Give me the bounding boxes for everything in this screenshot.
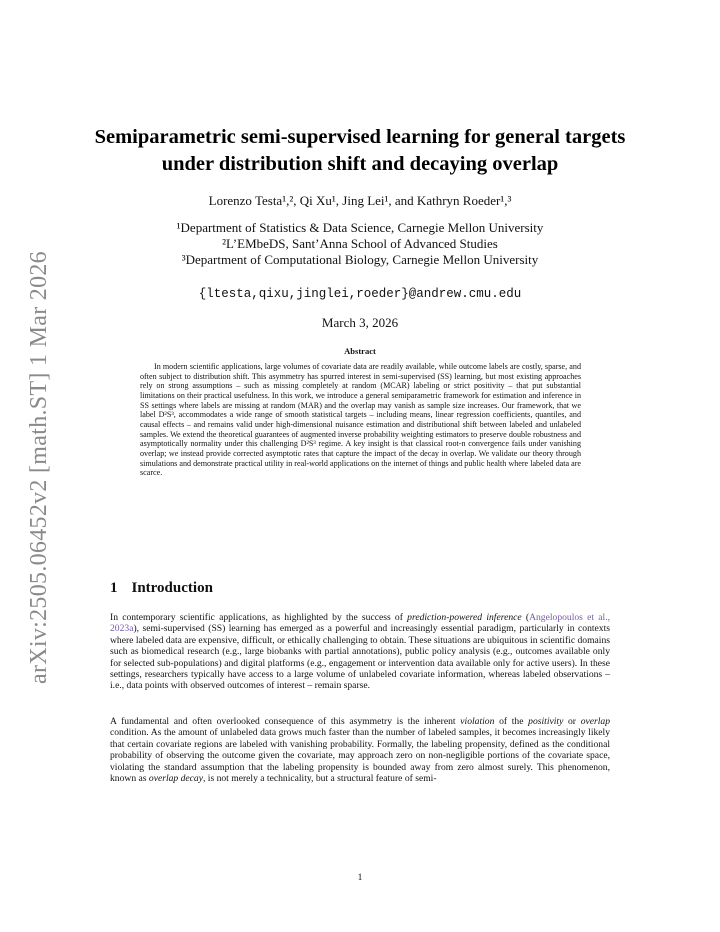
arxiv-identifier [14,250,64,684]
emphasis: overlap decay [148,773,203,785]
emphasis: violation [460,716,495,727]
affiliations [90,220,630,268]
abstract-body: In modern scientific applications, large volumes of covariate data are readily available, while outcome labels are costly, sparse, and often subject to distribution shift. This asymmetry has spurred interest in semi-supervised (SS) learning, but most existing approaches rely on strong assumptions – such as missing completely at random (MCAR) labeling or strict positivity – that put substantial limitations on their practical usefulness. In this work, we introduce a general semiparametric framework for estimation and inference in SS settings where labels are missing at random (MAR) and the overlap may vanish as sample size increases. Our framework, that we label D²S³, accommodates a wide range of smooth statistical targets – including means, linear regression coefficients, quantiles, and causal effects – and remains valid under high-dimensional nuisance estimation and distributional shift between labeled and unlabeled samples. We extend the theoretical guarantees of augmented inverse probability weighting estimators to preserve double robustness and asymptotically normality under this challenging D²S³ regime. A key insight is that classical root-n convergence fails under vanishing overlap; we instead provide corrected asymptotic rates that capture the impact of the decay in overlap. We validate our theory through simulations and demonstrate practical utility in real-world applications on the internet of things and public health where labeled data are scarce. [140,362,581,478]
affiliation-3: ³Department of Computational Biology, Carnegie Mellon University [181,252,539,267]
text-run: In contemporary scientific applications, as highlighted by the success of [110,612,408,623]
intro-paragraph-2 [110,716,610,784]
abstract-heading: Abstract [344,346,376,356]
text-run: condition. As the amount of unlabeled data grows much faster than the number of labeled samples, it becomes increasingly likely that certain covariate regions are labeled with vanishing probability. Formally, the labeling propensity, defined as the conditional probability of observing the outcome given the covariate, may approach zero on non-negligible portions of the covariate space, violating the standard assumption that the labeling propensity is bounded away from zero almost surely. This phenomenon, known as [110,727,610,785]
paper-title: Semiparametric semi-supervised learning for general targets under distribution shift and decaying overlap [94,126,626,175]
text-run: , is not merely a technicality, but a structural feature of semi- [202,773,437,785]
affiliation-1: ¹Department of Statistics & Data Science, Carnegie Mellon University [176,220,544,235]
text-run: of the [494,716,529,727]
affiliation-2: ²L’EMbeDS, Sant’Anna School of Advanced Studies [222,236,498,251]
section-heading [110,580,213,597]
paper-date: March 3, 2026 [321,315,399,330]
emphasis: positivity [528,716,564,727]
emphasis: prediction-powered inference [407,612,522,623]
author-emails: {ltesta,qixu,jinglei,roeder}@andrew.cmu.edu [198,287,522,301]
text-run: ( [521,612,530,623]
section-number: 1 [110,580,118,596]
citation-link[interactable]: Angelopoulos et al., 2023a [110,612,610,635]
intro-paragraph-1 [110,612,610,692]
text-run: ), semi-supervised (SS) learning has emerged as a powerful and increasingly essential paradigm, particularly in contexts where labeled data are expensive, difficult, or ethically challenging to obtain. These situations are ubiquitous in scientific domains such as biomedical research (e.g., large biobanks with partial annotations), public policy analysis (e.g., outcomes available only for selected sub-populations) and digital platforms (e.g., engagement or intervention data available only for active users). In these settings, researchers typically have access to a large volume of unlabeled covariate information, whereas labeled observations – i.e., data points with observed outcomes of interest – remain sparse. [110,623,610,692]
page-number: 1 [357,873,363,883]
author-list: Lorenzo Testa¹,², Qi Xu¹, Jing Lei¹, and Kathryn Roeder¹,³ [208,193,512,208]
text-run: or [563,716,581,727]
section-title: Introduction [131,580,213,596]
text-run: A fundamental and often overlooked consequence of this asymmetry is the inherent [110,716,461,727]
emphasis: overlap [580,716,610,727]
arxiv-identifier-text: arXiv:2505.06452v2 [math.ST] 1 Mar 2026 [25,250,52,684]
